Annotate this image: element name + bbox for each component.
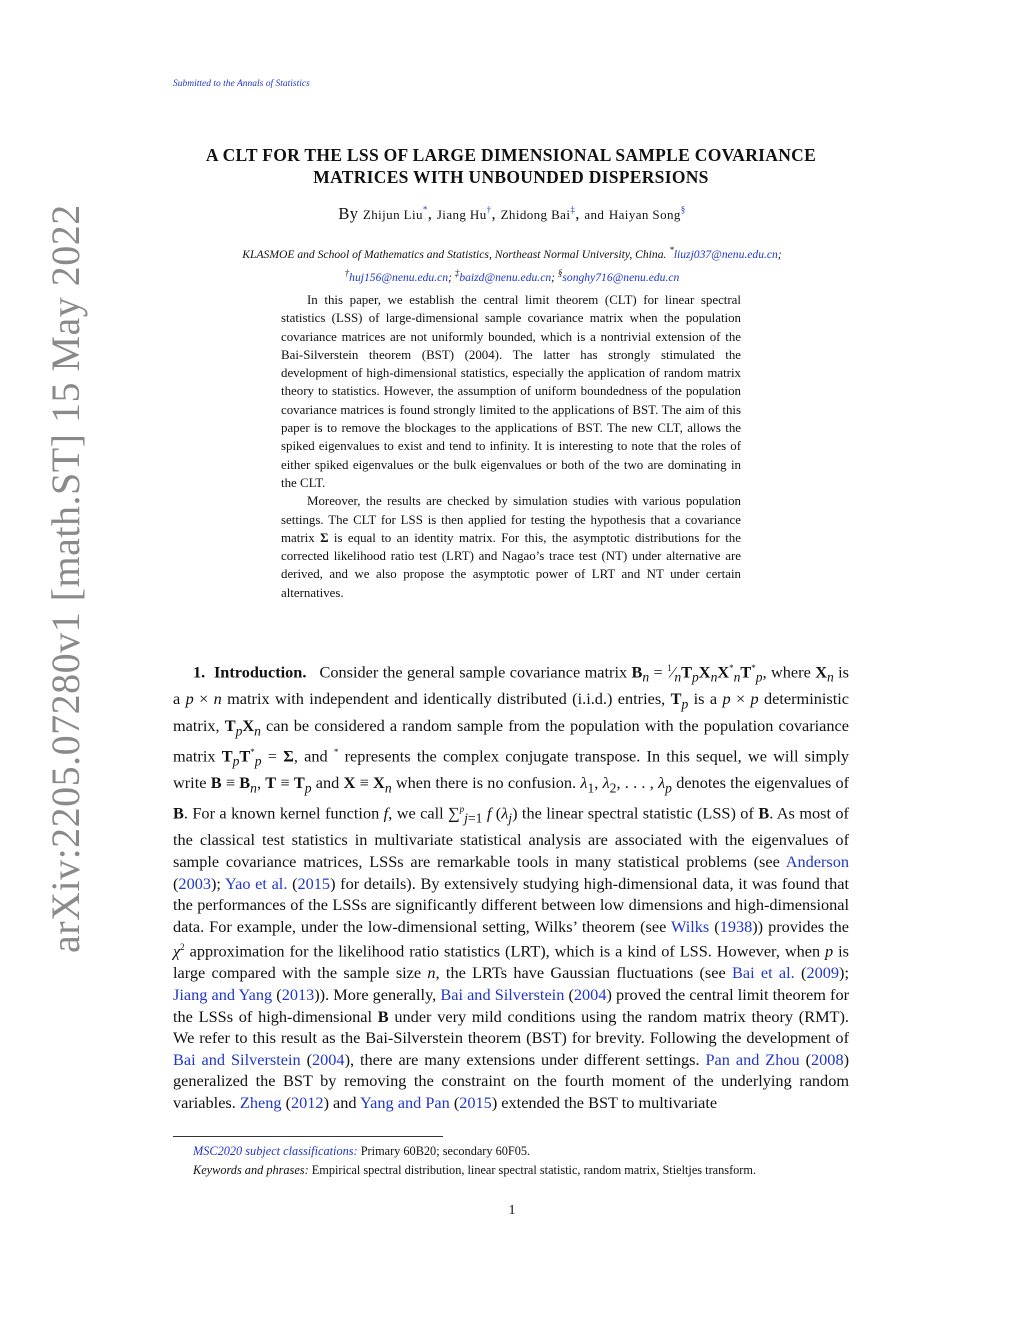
- citation-year-link[interactable]: 2008: [811, 1049, 844, 1069]
- author-list: By Zhijun Liu*, Jiang Hu†, Zhidong Bai‡, and Haiyan Song§: [338, 204, 686, 223]
- email-link[interactable]: huj156@nenu.edu.cn: [349, 270, 449, 284]
- author-footnote-mark[interactable]: *: [422, 204, 428, 215]
- citation-year-link[interactable]: 2004: [573, 984, 607, 1004]
- author-footnote-mark[interactable]: §: [680, 204, 686, 215]
- author-name: Haiyan Song: [608, 207, 681, 222]
- footnotes: [173, 1142, 849, 1179]
- section-heading: 1. Introduction.: [193, 662, 307, 682]
- sigma-symbol: Σ: [320, 530, 329, 545]
- msc-footnote: MSC2020 subject classifications: Primary 60B20; secondary 60F05.: [193, 1144, 531, 1158]
- keywords-footnote: Keywords and phrases: Empirical spectral distribution, linear spectral statistic, random matrix, Stieltjes transform.: [193, 1162, 757, 1177]
- citation-year-link[interactable]: 1938: [719, 916, 753, 936]
- and-label: and: [584, 207, 605, 222]
- citation-link[interactable]: Silverstein: [231, 1049, 301, 1069]
- author-footnote-mark[interactable]: ‡: [570, 204, 576, 215]
- introduction-section: [173, 658, 849, 1113]
- msc-label-link[interactable]: MSC2020 subject classifications:: [193, 1144, 358, 1158]
- author-name: Zhidong Bai: [500, 207, 571, 222]
- citation-link[interactable]: Anderson: [785, 851, 849, 871]
- author-name: Zhijun Liu: [362, 207, 423, 222]
- citation-year-link[interactable]: 2003: [178, 873, 211, 893]
- abstract-paragraph: In this paper, we establish the central limit theorem (CLT) for linear spectral statistics (LSS) of large-dimensional sample covariance matrix when the population covariance matrices are not uniformly bounded, which is a nontrivial extension of the Bai-Silverstein theorem (BST) (2004). The latter has strongly stimulated the development of high-dimensional statistics, especially the application of random matrix theory to statistics. However, the assumption of uniform boundedness of the population covariance matrices is found strongly limited to the applications of BST. The aim of this paper is to remove the blockages to the applications of BST. The new CLT, allows the spiked eigenvalues to exist and tend to infinity. It is interesting to note that the roles of either spiked eigenvalues or the bulk eigenvalues or both of the two are dominating in the CLT.: [281, 293, 741, 490]
- paper-title: A CLT FOR THE LSS OF LARGE DIMENSIONAL SAMPLE COVARIANCE MATRICES WITH UNBOUNDED DISPERSIONS: [205, 145, 817, 187]
- page-number: 1: [508, 1203, 516, 1218]
- abstract: [281, 291, 741, 602]
- arxiv-identifier-stamp: arXiv:2205.07280v1 [math.ST] 15 May 2022: [43, 204, 88, 953]
- citation-link[interactable]: Zheng: [239, 1092, 282, 1112]
- citation-year-link[interactable]: 2004: [312, 1049, 345, 1069]
- citation-year-link[interactable]: 2015: [297, 873, 331, 893]
- citation-link[interactable]: Yao et al.: [225, 873, 288, 893]
- author-footnote-mark[interactable]: †: [486, 204, 492, 215]
- citation-link[interactable]: Pan and Zhou: [705, 1049, 800, 1069]
- keywords-label: Keywords and phrases:: [193, 1162, 309, 1177]
- citation-link[interactable]: Yang and Pan: [360, 1092, 450, 1112]
- body-paragraph: 1. Introduction. Consider the general sample covariance matrix $B_n$ = $^1⁄_nT_pX_nX^*_nT^*_p$, where $X_n$ is a p × n matrix with independent and identically distributed (i.i.d.) entries, $T_p$ is a p × p deterministic matrix, $T_pX_n$ can be considered a random sample from the population with the population covariance matrix $T_pT^*_p = \Sigma$, and * represents the complex conjugate transpose. In this sequel, we will simply write $B \equiv B_n$, $T \equiv T_p$ and $X \equiv X_n$ when there is no confusion. $\lambda_1$, $\lambda_2$, . . . , $\lambda_p$ denotes the eigenvalues of B. For a known kernel function f, we call ∑$^p_{j=1}$ f $(\lambda_j)$ the linear spectral statistic (LSS) of B. As most of the classical test statistics in multivariate statistical analysis are associated with the eigenvalues of sample covariance matrices, LSSs are remarkable tools in many statistical problems (see Anderson (2003); Yao et al. (2015) for details). By extensively studying high-dimensional data, it was found that the performances of the LSSs are significantly different between low dimensions and high-dimensional data. For example, under the low-dimensional setting, Wilks’ theorem (see Wilks (1938)) provides the $\chi^2$ approximation for the likelihood ratio statistics (LRT), which is a kind of LSS. However, when p is large compared with the sample size n, the LRTs have Gaussian fluctuations (see Bai et al. (2009); Jiang and Yang (2013)). More generally, Bai and Silverstein (2004) proved the central limit theorem for the LSSs of high-dimensional B under very mild conditions using the random matrix theory (RMT). We refer to this result as the Bai-Silverstein theorem (BST) for brevity. Following the development of Bai and Silverstein (2004), there are many extensions under different settings. Pan and Zhou (2008) generalized the BST by removing the constraint on the fourth moment of the underlying random variables. Zheng (2012) and Yang and Pan (2015) extended the BST to multivariate: [173, 662, 850, 1112]
- citation-year-link[interactable]: 2015: [459, 1092, 492, 1112]
- email-link[interactable]: baizd@nenu.edu.cn: [459, 270, 552, 284]
- by-label: By: [338, 204, 359, 223]
- abstract-paragraph: Moreover, the results are checked by simulation studies with various population settings. The CLT for LSS is then applied for testing the hypothesis that a covariance matrix Σ is equal to an identity matrix. For this, the asymptotic distributions for the corrected likelihood ratio test (LRT) and Nagao’s trace test (NT) under alternative are derived, and we also propose the asymptotic power of LRT and NT under certain alternatives.: [281, 494, 741, 600]
- citation-link[interactable]: Bai and: [173, 1049, 226, 1069]
- citation-link[interactable]: Bai and Silverstein: [440, 984, 565, 1004]
- affiliation-block: KLASMOE and School of Mathematics and Statistics, Northeast Normal University, China. *liuzj037@nenu.edu.cn; †huj156@nenu.edu.cn; ‡baizd@nenu.edu.cn; §songhy716@nenu.edu.cn: [242, 245, 782, 284]
- citation-link[interactable]: Jiang and Yang: [173, 984, 273, 1004]
- journal-header-link[interactable]: Submitted to the Annals of Statistics: [173, 79, 310, 89]
- footnote-divider: [173, 1136, 443, 1137]
- email-link[interactable]: liuzj037@nenu.edu.cn: [673, 247, 778, 261]
- author-name: Jiang Hu: [436, 207, 487, 222]
- citation-link[interactable]: Wilks: [671, 916, 710, 936]
- citation-link[interactable]: Bai et al.: [732, 963, 795, 983]
- institution: KLASMOE and School of Mathematics and Statistics, Northeast Normal University, China.: [242, 247, 667, 261]
- citation-year-link[interactable]: 2009: [806, 963, 840, 983]
- email-link[interactable]: songhy716@nenu.edu.cn: [562, 270, 680, 284]
- citation-year-link[interactable]: 2013: [281, 984, 315, 1004]
- citation-year-link[interactable]: 2012: [291, 1092, 324, 1112]
